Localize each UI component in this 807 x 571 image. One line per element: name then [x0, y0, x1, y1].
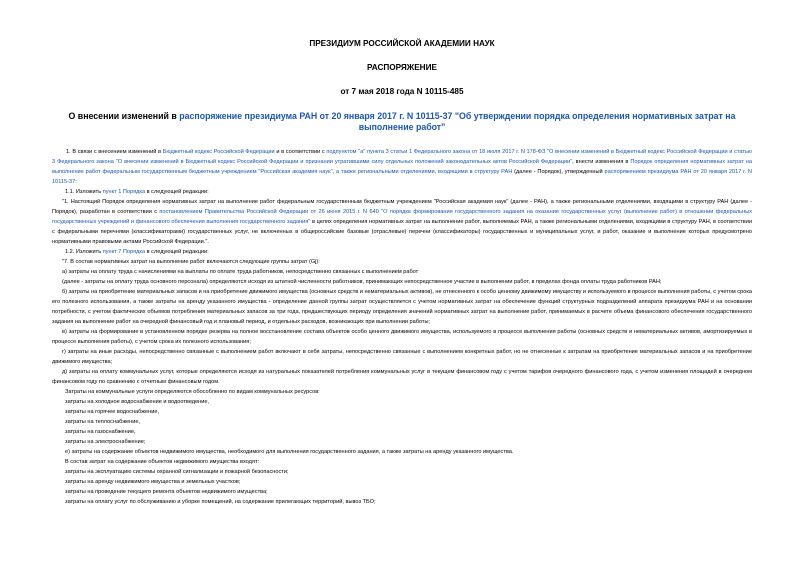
text: в следующей редакции:: [145, 189, 209, 195]
list-item: В состав затрат на содержание объектов недвижимого имущества входят:: [65, 459, 260, 465]
document: [52, 0, 752, 507]
link-item-7[interactable]: пункт 7: [102, 249, 122, 255]
text: "1. Настоящий Порядок определения нормативных затрат на выполнение работ федеральным государственным бюджетным учреждением "Российская академия наук" (далее - РАН), а также региональными отделениями, входящими в структуру РАН (далее - Порядок), разработан в соответствии с: [52, 199, 752, 215]
paragraph-1: [52, 147, 752, 187]
paragraph-1-1-quote: [52, 197, 752, 247]
link-procedure-short[interactable]: Порядка: [122, 249, 146, 255]
list-item: затраты на оплату услуг по обслуживанию и уборке помещений, на содержание прилегающих территорий, вывоз ТБО;: [65, 499, 376, 505]
link-ras-order[interactable]: распоряжением президиума РАН от 20 января 2017 г. N 10115-37: [52, 169, 752, 185]
link-procedure[interactable]: Порядок определения нормативных затрат на выполнение работ федеральным государственным бюджетным учреждением "Российская академия наук", а также региональными отделениями, входящими в структуру РАН: [52, 159, 752, 175]
text: в целях определения нормативных затрат на выполнение работ, выполняемых РАН, а также региональными отделениями, входящими в структуру РАН, в соответствии с федеральными перечнями (классификаторами) государственных услуг, не включенных в общероссийские базовые (отраслевые) перечни (классификаторы) государственных и муниципальных услуг, и работ, оказание и выполнение которых предусмотрено нормативными правовыми актами Российской Федерации.".: [52, 219, 753, 245]
list-item: затраты на электроснабжение;: [65, 439, 146, 445]
link-government-decree[interactable]: постановлением Правительства Российской Федерации от 26 июня 2015 г. N 640 "О порядке формирования государственного задания на оказание государственных услуг (выполнение работ) в отношении федеральных государственных учреждений и финансового обеспечения выполнения государственного задания": [52, 209, 752, 225]
item-b: б) затраты на приобретение материальных запасов и на приобретение движимого имущества (основных средств и нематериальных активов), не отнесенного к особо ценному движимому имуществу и используемого в процессе выполнения работы, с учетом срока его полезного использования, а также затраты на аренду указанного имущества - определение данной группы затрат осуществляется с учетом нормативных затрат на обеспечение функций структурных подразделений аппарата президиума РАН и на основании потребности, с учетом фактических объемов потребления материальных запасов за три года, предшествующих периоду определения значений нормативных затрат на выполнение работ, принимаемых в расчете объема финансового обеспечения государственного задания на выполнение работ на очередной финансовый год и плановый период, и отдельных расходов, возникающих при выполнении работы;: [52, 289, 752, 325]
document-title: [52, 111, 752, 133]
text: , внести изменения в: [572, 159, 631, 165]
doc-type-heading: РАСПОРЯЖЕНИЕ: [367, 63, 437, 72]
text: 1.2. Изложить: [65, 249, 103, 255]
paragraph-1-2: [52, 247, 752, 257]
document-body: [52, 147, 752, 507]
text: в следующей редакции:: [145, 249, 209, 255]
link-budget-code[interactable]: Бюджетный кодекс Российской Федерации: [162, 149, 275, 155]
title-link[interactable]: распоряжение президиума РАН от 20 января 2017 г. N 10115-37 "Об утверждении порядка определения нормативных затрат на выполнение работ": [179, 111, 736, 132]
link-procedure-short[interactable]: Порядка: [122, 189, 146, 195]
org-heading: ПРЕЗИДИУМ РОССИЙСКОЙ АКАДЕМИИ НАУК: [309, 39, 495, 48]
list-item: затраты на горячее водоснабжение,: [65, 409, 160, 415]
list-item: е) затраты на содержание объектов недвижимого имущества, необходимого для выполнения государственного задания, а также затраты на аренду указанного имущества.: [65, 449, 514, 455]
paragraph-1-1: [52, 187, 752, 197]
item-d: д) затраты на оплату коммунальных услуг, которые определяются исходя из натуральных показателей потребления коммунальных услуг в текущем финансовом году с учетом тарифов очередного финансового года, с учетом изменения площадей в очередном финансовом году по сравнению с отчетным финансовым годом.: [52, 369, 752, 385]
text: 1.1. Изложить: [65, 189, 103, 195]
item-g: г) затраты на иные расходы, непосредственно связанные с выполнением работ включают в себя затраты, непосредственно связанные с выполнением конкретных работ, но не отнесенные к затратам на приобретение материальных запасов и на приобретение движимого имущества;: [52, 349, 752, 365]
list-item: затраты на проведение текущего ремонта объектов недвижимого имущества;: [65, 489, 268, 495]
list-item: затраты на эксплуатацию системы охранной сигнализации и пожарной безопасности;: [65, 469, 289, 475]
date-number: от 7 мая 2018 года N 10115-485: [340, 87, 464, 96]
list-item: затраты на холодное водоснабжение и водоотведение,: [65, 399, 210, 405]
text: (далее - Порядок), утвержденный: [512, 169, 605, 175]
list-item: затраты на теплоснабжение,: [65, 419, 141, 425]
item-7-intro: "7. В состав нормативных затрат на выполнение работ включаются следующие группы затрат (Gj):: [62, 259, 320, 265]
item-a: а) затраты на оплату труда с начислениями на выплаты по оплате труда работников, непосредственно связанных с выполнением работ: [62, 269, 419, 275]
item-a-cont: (далее - затраты на оплату труда основного персонала) определяются исходя из штатной численности работников, принимающих непосредственное участие в выполнении работ, в пределах фонда оплаты труда работников РАН;: [62, 279, 662, 285]
text: и в соответствии с: [274, 149, 327, 155]
list-item: затраты на аренду недвижимого имущества и земельных участков;: [65, 479, 241, 485]
link-federal-law[interactable]: подпунктом "а" пункта 3 статьи 1 Федерального закона от 18 июля 2017 г. N 178-ФЗ "О внесении изменений в Бюджетный кодекс Российской Федерации и статью 3 Федерального закона "О внесении изменений в Бюджетный кодекс Российской Федерации и признании утратившими силу отдельных положений законодательных актов Российской Федерации": [52, 149, 752, 165]
link-item-1[interactable]: пункт 1: [102, 189, 122, 195]
text: 1. В связи с внесением изменений в: [66, 149, 163, 155]
list-item: Затраты на коммунальные услуги определяются обособленно по видам коммунальных ресурсов:: [65, 389, 320, 395]
text: :: [75, 179, 77, 185]
title-prefix: О внесении изменений в: [68, 111, 180, 121]
list-item: затраты на газоснабжение,: [65, 429, 136, 435]
item-v: в) затраты на формирование в установленном порядке резерва на полное восстановление состава объектов особо ценного движимого имущества, используемого в процессе выполнения работы (основных средств и нематериальных активов, амортизируемых в процессе выполнения работы), с учетом срока их полезного использования;: [52, 329, 752, 345]
